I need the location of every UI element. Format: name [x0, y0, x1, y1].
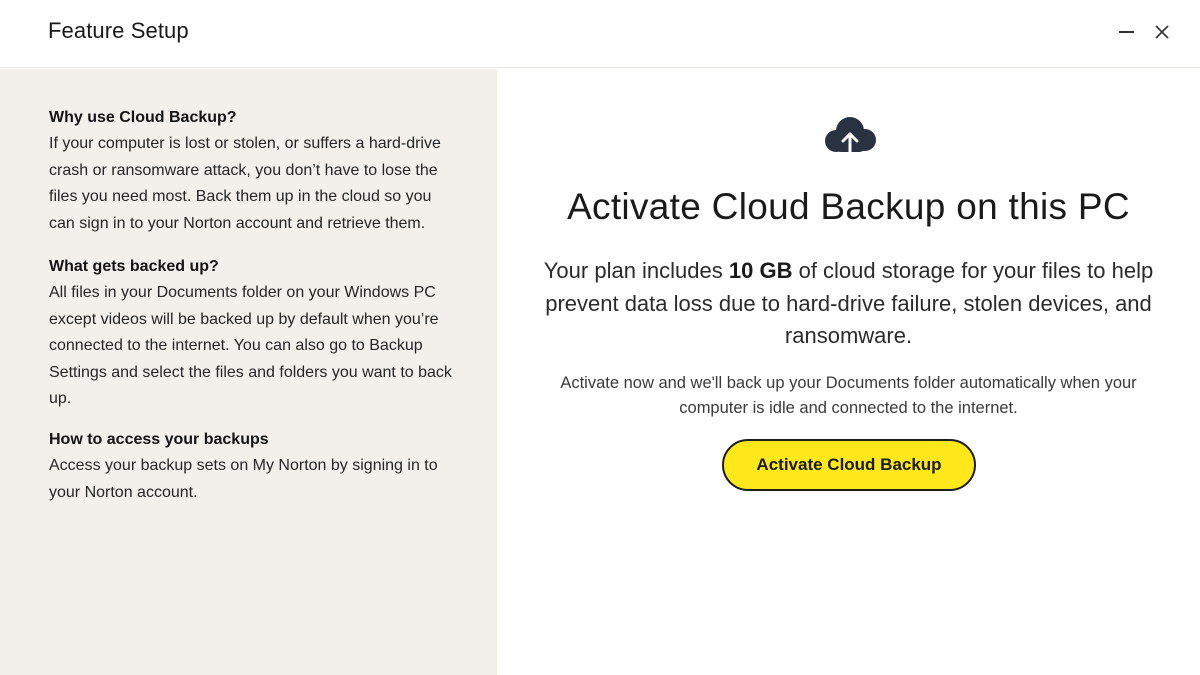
storage-amount: 10 GB	[728, 258, 793, 283]
button-label: Activate Cloud Backup	[756, 455, 942, 474]
info-section-what	[49, 254, 459, 413]
minimize-button[interactable]	[1112, 20, 1140, 44]
section-body: Access your backup sets on My Norton by signing in to your Norton account.	[49, 457, 438, 501]
activation-panel	[497, 69, 1200, 675]
info-section-why	[49, 105, 459, 237]
section-body: If your computer is lost or stolen, or suffers a hard-drive crash or ransomware attack, you don’t have to lose the files you need most. Back them up in the cloud so you can sign in to your Norton account and retrieve them.	[49, 135, 441, 232]
section-body: All files in your Documents folder on your Windows PC except videos will be backed up by default when you’re connected to the internet. You can also go to Backup Settings and select the files and folders you want to back up.	[49, 284, 452, 407]
close-button[interactable]	[1148, 20, 1176, 44]
activation-note: Activate now and we'll back up your Documents folder automatically when your computer is idle and connected to the internet.	[560, 374, 1137, 417]
plan-text-prefix: Your plan includes	[543, 258, 729, 283]
info-section-how	[49, 427, 459, 506]
title-bar	[0, 0, 1200, 68]
section-heading: What gets backed up?	[49, 258, 219, 275]
section-heading: Why use Cloud Backup?	[49, 109, 237, 126]
activate-cloud-backup-button[interactable]	[722, 439, 976, 491]
plan-text-suffix: of cloud storage for your files to help prevent data loss due to hard-drive failure, stolen devices, and ransomware.	[545, 258, 1154, 348]
close-icon	[1154, 24, 1170, 40]
info-sidebar	[0, 69, 497, 675]
cloud-upload-icon	[822, 115, 878, 155]
page-title: Activate Cloud Backup on this PC	[567, 186, 1130, 227]
minimize-icon	[1119, 31, 1134, 33]
section-heading: How to access your backups	[49, 431, 269, 448]
plan-description	[527, 255, 1170, 353]
window-title: Feature Setup	[48, 18, 189, 43]
